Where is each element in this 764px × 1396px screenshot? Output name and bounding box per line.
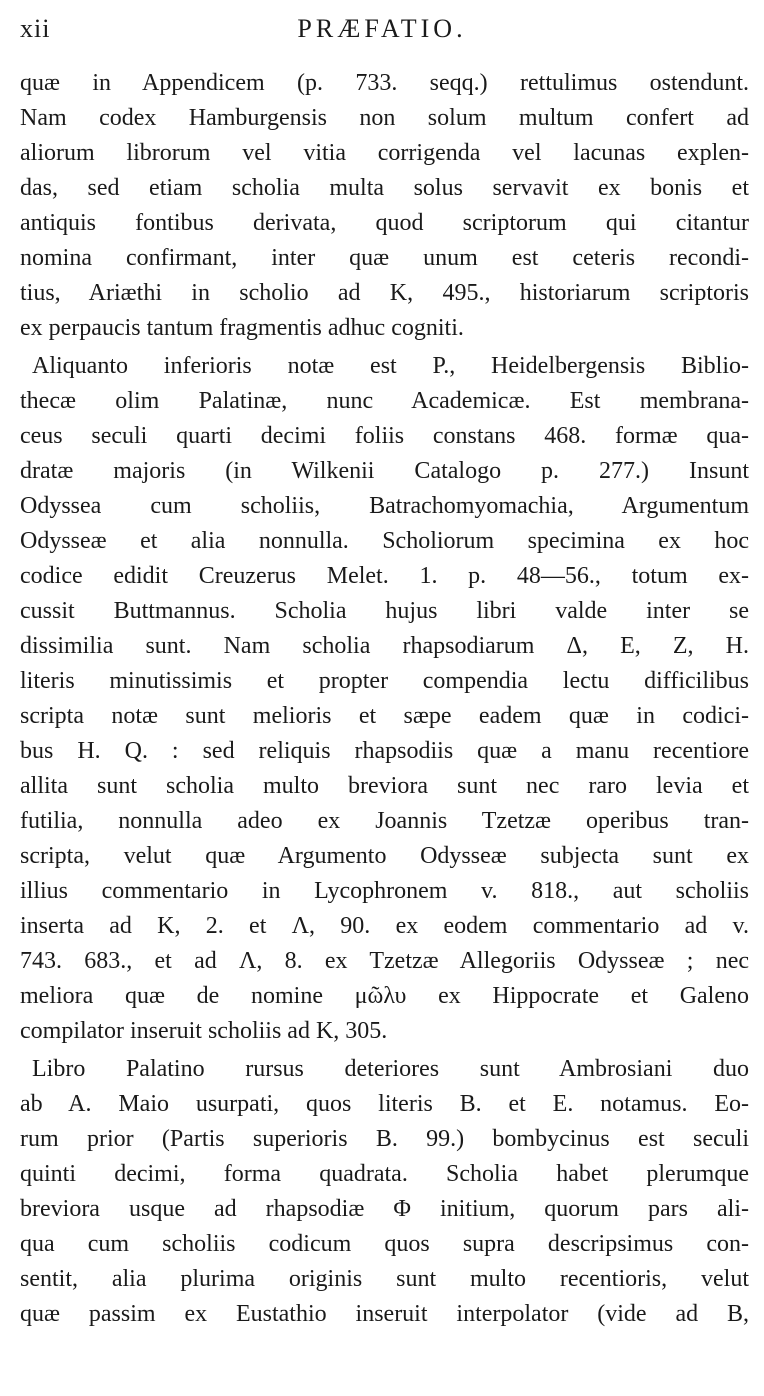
- body-text: [20, 66, 749, 1332]
- text-line: literis minutissimis et propter compendia lectu difficilibus: [20, 668, 749, 694]
- text-line: rum prior (Partis superioris B. 99.) bombycinus est seculi: [20, 1126, 749, 1152]
- text-line: thecæ olim Palatinæ, nunc Academicæ. Est membrana-: [20, 388, 749, 414]
- page-header: [20, 14, 744, 54]
- text-line: 743. 683., et ad Λ, 8. ex Tzetzæ Allegoriis Odysseæ ; nec: [20, 948, 749, 974]
- text-line: Aliquanto inferioris notæ est P., Heidelbergensis Biblio-: [32, 353, 749, 379]
- text-line: compilator inseruit scholiis ad K, 305.: [20, 1018, 388, 1044]
- text-line: scripta notæ sunt melioris et sæpe eadem quæ in codici-: [20, 703, 749, 729]
- text-line: Libro Palatino rursus deteriores sunt Ambrosiani duo: [32, 1056, 749, 1082]
- text-line: allita sunt scholia multo breviora sunt nec raro levia et: [20, 773, 749, 799]
- paragraph: [20, 349, 749, 1049]
- text-line: tius, Ariæthi in scholio ad K, 495., historiarum scriptoris: [20, 280, 749, 306]
- text-line: futilia, nonnulla adeo ex Joannis Tzetzæ operibus tran-: [20, 808, 749, 834]
- text-line: dissimilia sunt. Nam scholia rhapsodiarum Δ, E, Z, H.: [20, 633, 749, 659]
- paragraph: [20, 1052, 749, 1332]
- text-line: aliorum librorum vel vitia corrigenda vel lacunas explen-: [20, 140, 749, 166]
- text-line: qua cum scholiis codicum quos supra descripsimus con-: [20, 1231, 749, 1257]
- text-line: antiquis fontibus derivata, quod scriptorum qui citantur: [20, 210, 749, 236]
- text-line: meliora quæ de nomine μῶλυ ex Hippocrate et Galeno: [20, 983, 749, 1009]
- text-line: codice edidit Creuzerus Melet. 1. p. 48—56., totum ex-: [20, 563, 749, 589]
- text-line: dratæ majoris (in Wilkenii Catalogo p. 277.) Insunt: [20, 458, 749, 484]
- page-number: xii: [20, 14, 51, 43]
- text-line: nomina confirmant, inter quæ unum est ceteris recondi-: [20, 245, 749, 271]
- text-line: Nam codex Hamburgensis non solum multum confert ad: [20, 105, 749, 131]
- text-line: inserta ad K, 2. et Λ, 90. ex eodem commentario ad v.: [20, 913, 749, 939]
- text-line: ab A. Maio usurpati, quos literis B. et E. notamus. Eo-: [20, 1091, 749, 1117]
- text-line: bus H. Q. : sed reliquis rhapsodiis quæ a manu recentiore: [20, 738, 749, 764]
- running-title: PRÆFATIO.: [297, 14, 467, 43]
- text-line: das, sed etiam scholia multa solus servavit ex bonis et: [20, 175, 749, 201]
- text-line: illius commentario in Lycophronem v. 818., aut scholiis: [20, 878, 749, 904]
- text-line: ceus seculi quarti decimi foliis constans 468. formæ qua-: [20, 423, 749, 449]
- text-line: ex perpaucis tantum fragmentis adhuc cogniti.: [20, 315, 464, 341]
- text-line: Odyssea cum scholiis, Batrachomyomachia, Argumentum: [20, 493, 749, 519]
- text-line: quinti decimi, forma quadrata. Scholia habet plerumque: [20, 1161, 749, 1187]
- paragraph: [20, 66, 749, 346]
- text-line: cussit Buttmannus. Scholia hujus libri valde inter se: [20, 598, 749, 624]
- text-line: quæ in Appendicem (p. 733. seqq.) rettulimus ostendunt.: [20, 70, 749, 96]
- text-line: sentit, alia plurima originis sunt multo recentioris, velut: [20, 1266, 749, 1292]
- text-line: breviora usque ad rhapsodiæ Φ initium, quorum pars ali-: [20, 1196, 749, 1222]
- text-line: scripta, velut quæ Argumento Odysseæ subjecta sunt ex: [20, 843, 749, 869]
- text-line: Odysseæ et alia nonnulla. Scholiorum specimina ex hoc: [20, 528, 749, 554]
- text-line: quæ passim ex Eustathio inseruit interpolator (vide ad B,: [20, 1301, 749, 1327]
